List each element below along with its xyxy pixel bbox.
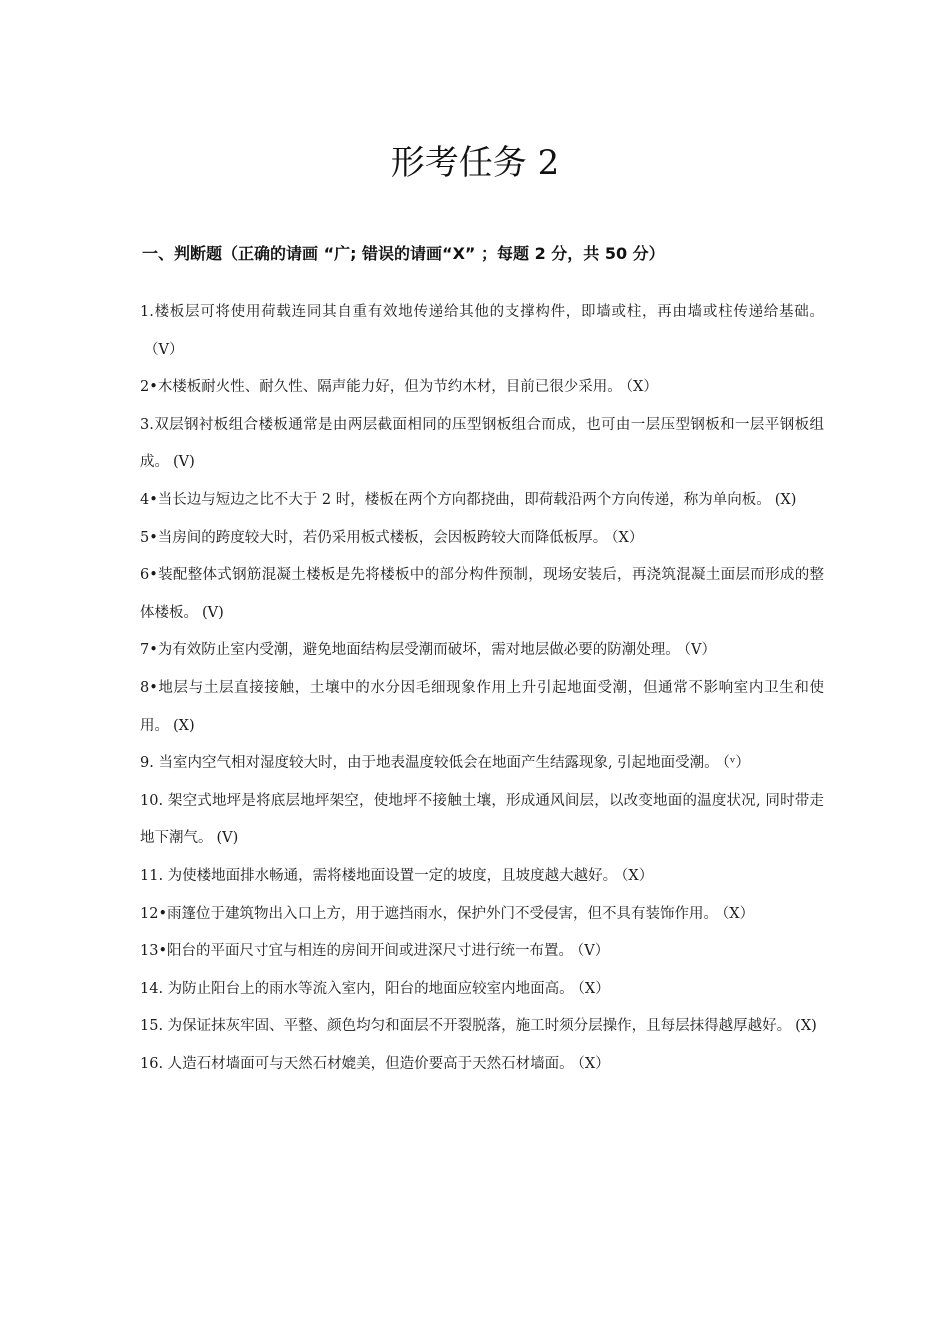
question-answer: (V) xyxy=(202,604,224,621)
question-item xyxy=(140,1008,824,1046)
question-answer: （V） xyxy=(144,341,184,358)
question-item xyxy=(140,670,824,745)
question-stem: 8•地层与土层直接接触，土壤中的水分因毛细现象作用上升引起地面受潮，但通常不影响室内卫生和使用。 xyxy=(140,679,824,734)
question-answer: （X） xyxy=(625,379,658,396)
question-item xyxy=(140,369,824,407)
question-stem: 12•雨篷位于建筑物出入口上方，用于遮挡雨水，保护外门不受侵害，但不具有装饰作用。 xyxy=(140,905,718,922)
question-item xyxy=(140,896,824,934)
question-answer: （X） xyxy=(722,905,755,922)
question-item xyxy=(140,933,824,971)
question-stem: 16. 人造石材墙面可与天然石材媲美，但造价要高于天然石材墙面。 xyxy=(140,1055,574,1072)
question-stem: 2•木楼板耐火性、耐久性、隔声能力好，但为节约木材，目前已很少采用。 xyxy=(140,379,622,396)
question-item xyxy=(140,1046,824,1084)
question-answer: (V) xyxy=(173,454,195,471)
question-stem: 3.双层钢衬板组合楼板通常是由两层截面相同的压型钢板组合而成，也可由一层压型钢板和一层平钢板组成。 xyxy=(140,416,824,471)
section-heading: 一、判断题（正确的请画 “广; 错误的请画“X” ；每题 2 分，共 50 分） xyxy=(142,244,665,263)
question-stem: 1.楼板层可将使用荷载连同其自重有效地传递给其他的支撑构件，即墙或柱，再由墙或柱传递给基础。 xyxy=(140,304,824,320)
question-item xyxy=(140,294,824,369)
question-stem: 9. 当室内空气相对湿度较大时，由于地表温度较低会在地面产生结露现象, 引起地面受潮。 xyxy=(140,755,719,772)
question-stem: 4•当长边与短边之比不大于 2 时，楼板在两个方向都挠曲，即荷载沿两个方向传递，称为单向板。 xyxy=(140,491,771,508)
question-item xyxy=(140,632,824,670)
question-answer: (X) xyxy=(774,491,797,508)
question-answer: （V） xyxy=(683,642,717,659)
question-stem: 14. 为防止阳台上的雨水等流入室内，阳台的地面应较室内地面高。 xyxy=(140,980,574,997)
question-stem: 11. 为使楼地面排水畅通，需将楼地面设置一定的坡度，且坡度越大越好。 xyxy=(140,867,618,884)
question-item xyxy=(140,971,824,1009)
question-answer: (X) xyxy=(795,1018,817,1035)
question-answer: (X) xyxy=(173,717,195,734)
question-item xyxy=(140,858,824,896)
question-item xyxy=(140,783,824,858)
question-stem: 15. 为保证抹灰牢固、平整、颜色均匀和面层不开裂脱落，施工时须分层操作，且每层抹得越厚越好。 xyxy=(140,1018,792,1035)
question-stem: 5•当房间的跨度较大时，若仍采用板式楼板，会因板跨较大而降低板厚。 xyxy=(140,529,608,546)
question-answer: （ᵛ） xyxy=(722,755,750,772)
question-stem: 13•阳台的平面尺寸宜与相连的房间开间或进深尺寸进行统一布置。 xyxy=(140,943,574,960)
page-title: 形考任务 2 xyxy=(390,143,560,183)
question-answer: （X） xyxy=(621,867,654,884)
question-answer: （X） xyxy=(577,1055,610,1072)
question-answer: (V) xyxy=(216,830,239,847)
question-list xyxy=(140,294,824,1083)
question-item xyxy=(140,482,824,520)
question-item xyxy=(140,557,824,632)
question-stem: 10. 架空式地坪是将底层地坪架空，使地坪不接触土壤，形成通风间层，以改变地面的温度状况, 同时带走地下潮气。 xyxy=(140,792,824,847)
question-item xyxy=(140,745,824,783)
question-stem: 6•装配整体式钢筋混凝土楼板是先将楼板中的部分构件预制，现场安装后，再浇筑混凝土面层而形成的整体楼板。 xyxy=(140,567,824,621)
question-stem: 7•为有效防止室内受潮，避免地面结构层受潮而破坏，需对地层做必要的防潮处理。 xyxy=(140,642,680,659)
question-item xyxy=(140,520,824,558)
question-answer: （X） xyxy=(611,529,644,546)
question-answer: （X） xyxy=(577,980,610,997)
question-item xyxy=(140,407,824,482)
question-answer: （V） xyxy=(577,943,610,960)
